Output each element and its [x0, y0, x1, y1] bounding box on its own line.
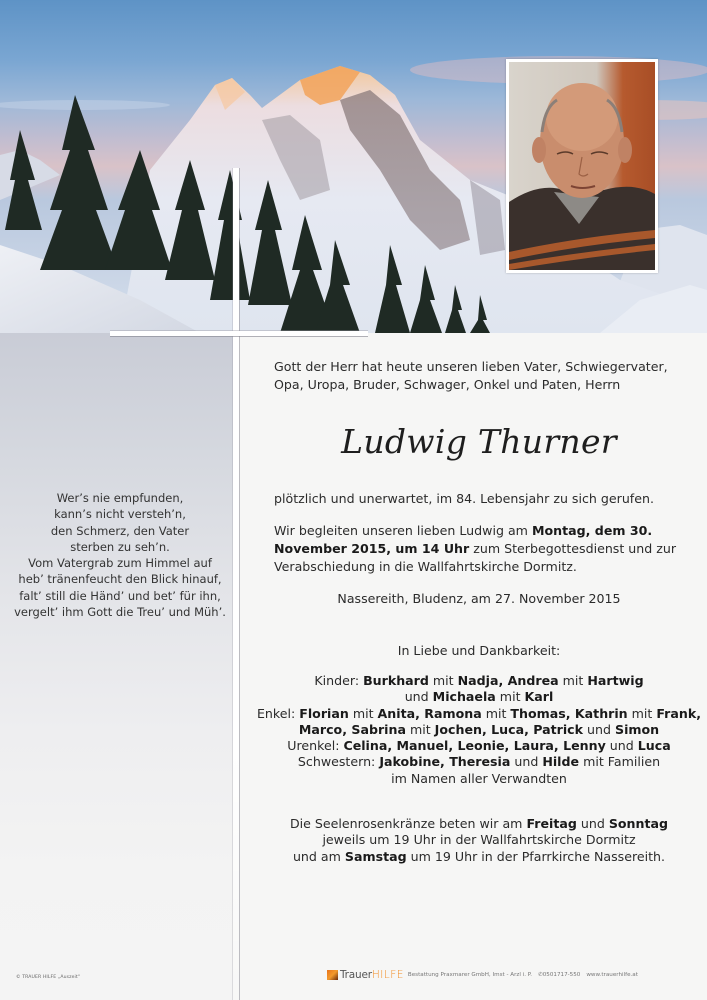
family-children-cont [244, 689, 707, 705]
brand-name-hilfe: HILFE [371, 969, 404, 981]
text-segment: um 19 Uhr in der Pfarrkirche Nassereith. [406, 848, 666, 864]
name-bold: Anita, Ramona [377, 705, 482, 721]
text-segment: mit [428, 673, 458, 688]
phone-icon: ✆ [538, 972, 543, 978]
company-name: Bestattung Praxmarer GmbH, Imst - Arzl i. P. [407, 972, 533, 978]
text-segment: mit [558, 673, 588, 688]
rosary-line-1 [244, 816, 707, 832]
name-bold: Celina, Manuel, Leonie, Laura, Lenny [343, 738, 606, 754]
rich-text [343, 738, 670, 753]
text-segment: mit Familien [579, 754, 661, 770]
children-label: Kinder: [314, 673, 364, 688]
phone-number: 0501717-550 [542, 972, 581, 978]
rich-text [293, 849, 665, 864]
poem-line: heb’ tränenfeucht den Blick hinauf, [18, 572, 222, 587]
text-segment: mit [348, 705, 378, 721]
deceased-name: Ludwig Thurner [341, 422, 617, 461]
text-segment: und [605, 738, 638, 754]
rosary-info [244, 816, 707, 865]
rich-text [379, 754, 660, 769]
rich-text [363, 673, 644, 688]
service-date: Montag, dem 30. November 2015, um 14 Uhr [274, 523, 653, 556]
cross-horizontal-beam [110, 331, 368, 336]
portrait-frame [506, 59, 658, 273]
trauerhilfe-logo-icon [327, 970, 338, 980]
name-bold: Burkhard [363, 673, 429, 688]
name-bold: Freitag [526, 816, 577, 831]
passing-statement: plötzlich und unerwartet, im 84. Lebensjahr zu sich gerufen. [274, 491, 654, 506]
rich-text [290, 816, 668, 831]
name-bold: Frank, [656, 705, 702, 721]
family-relatives: im Namen aller Verwandten [391, 770, 567, 786]
text-segment: und [404, 689, 433, 705]
left-panel-background [0, 333, 233, 1000]
rich-text [405, 689, 554, 704]
text-segment: und am [292, 848, 345, 864]
website-link[interactable]: www.trauerhilfe.at [586, 972, 638, 978]
poem-line: falt’ still die Händ’ und bet’ für ihn, [19, 588, 221, 603]
text-segment: mit [405, 721, 435, 737]
name-bold: Thomas, Kathrin [510, 705, 628, 721]
family-grandchildren-cont [244, 722, 707, 738]
text-segment: und [510, 754, 543, 770]
poem-line: kann’s nicht versteh’n, [54, 507, 186, 522]
rich-text [299, 722, 659, 737]
family-list [244, 673, 707, 787]
family-children [244, 673, 707, 689]
text-segment: und [576, 816, 609, 831]
name-bold: Hilde [542, 754, 580, 770]
poem-line: den Schmerz, den Vater [50, 523, 190, 538]
name-bold: Marco, Sabrina [298, 721, 406, 737]
poem-line: sterben zu seh’n. [70, 539, 170, 554]
text-segment: und [583, 721, 615, 737]
rosary-line-2: jeweils um 19 Uhr in der Wallfahrtskirche Dormitz [322, 832, 636, 848]
portrait-illustration [509, 62, 655, 270]
poem-line: Wer’s nie empfunden, [56, 491, 184, 505]
name-bold: Florian [299, 705, 349, 721]
announcement-intro: Gott der Herr hat heute unseren lieben Vater, Schwiegervater, Opa, Uropa, Bruder, Schwager, Onkel und Paten, Herrn [274, 359, 668, 392]
family-sisters [244, 754, 707, 770]
funeral-home-footer [327, 968, 638, 982]
poem-line: vergelt’ ihm Gott die Treu’ und Müh’. [14, 605, 226, 620]
memorial-poem [0, 490, 240, 620]
closing-line: In Liebe und Dankbarkeit: [397, 643, 561, 658]
place-and-date: Nassereith, Bludenz, am 27. November 2015 [337, 591, 621, 606]
funeral-service-info [274, 522, 684, 576]
family-grandchildren [244, 706, 707, 722]
rosary-line-3 [244, 849, 707, 865]
text-segment: mit [481, 705, 511, 721]
service-text-post: zum Sterbegottesdienst und zur Verabschiedung in die Wallfahrtskirche Dormitz. [274, 541, 677, 574]
poem-line: Vom Vatergrab zum Himmel auf [28, 556, 212, 571]
portrait-photo [509, 62, 655, 270]
name-bold: Luca [637, 738, 671, 754]
grandchildren-label: Enkel: [256, 705, 300, 721]
name-bold: Jakobine, Theresia [379, 754, 511, 770]
sisters-label: Schwestern: [297, 754, 380, 770]
name-bold: Simon [615, 721, 660, 737]
name-bold: Michaela [432, 689, 496, 705]
brand-name-trauer: Trauer [340, 969, 372, 981]
family-great-grandchildren [244, 738, 707, 754]
announcement [256, 358, 702, 864]
great-grandchildren-label: Urenkel: [287, 738, 344, 754]
name-bold: Karl [524, 689, 554, 705]
name-bold: Samstag [344, 848, 407, 864]
name-bold: Sonntag [608, 816, 669, 831]
text-segment: mit [495, 689, 525, 705]
name-bold: Nadja, Andrea [457, 673, 559, 688]
copyright-note: © TRAUER HILFE „Auszeit“ [16, 975, 81, 980]
text-segment: mit [627, 705, 657, 721]
text-segment: Die Seelenrosenkränze beten wir am [289, 816, 527, 831]
name-bold: Hartwig [587, 673, 644, 688]
rich-text [299, 706, 701, 721]
name-bold: Jochen, Luca, Patrick [434, 721, 584, 737]
service-text-pre: Wir begleiten unseren lieben Ludwig am [274, 523, 532, 538]
